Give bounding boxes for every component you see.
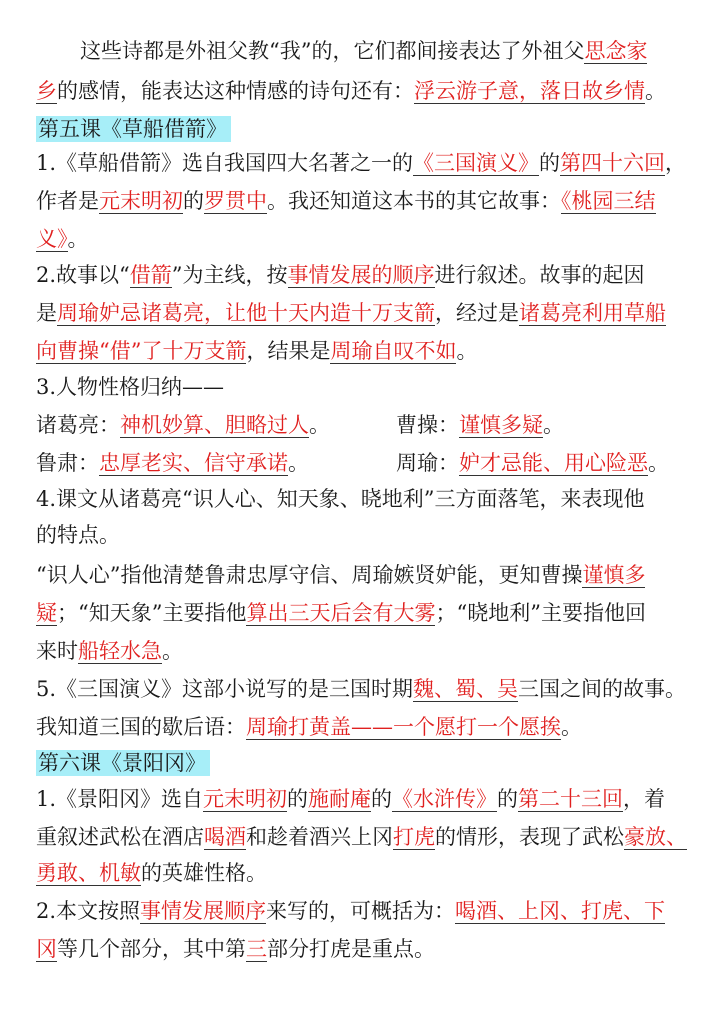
text: 2.故事以“	[36, 263, 130, 287]
text: 的	[183, 189, 204, 213]
answer: 《三国演义》	[413, 151, 540, 175]
text: 的情形，表现了武松	[435, 825, 624, 849]
answer: 诸葛亮利用草船	[519, 301, 666, 325]
answer: 船轻水急	[78, 639, 162, 663]
l5-q4-line-1	[36, 484, 645, 514]
lesson5-heading	[36, 114, 231, 144]
section-title: 第五课《草船借箭》	[36, 116, 231, 142]
answer: 周瑜打黄盖——一个愿打一个愿挨	[246, 715, 561, 739]
text: 等几个部分，其中第	[57, 937, 246, 961]
l6-q2-line-1	[36, 896, 665, 926]
text: 来写的，可概括为：	[266, 899, 456, 923]
l6-q1-line-2	[36, 822, 687, 852]
answer: 周瑜自叹不如	[330, 339, 457, 363]
answer: 施耐庵	[308, 787, 372, 811]
text: 5.《三国演义》这部小说写的是三国时期	[36, 677, 414, 701]
l5-q4-line-5	[36, 636, 183, 666]
l6-q1-line-3	[36, 858, 267, 888]
text: 和趁着酒兴上冈	[246, 825, 393, 849]
answer: 打虎	[393, 825, 435, 849]
text: 部分打虎是重点。	[267, 937, 435, 961]
text: 的	[371, 787, 393, 811]
l5-q2-line-3	[36, 336, 477, 366]
text: ，着	[623, 787, 666, 811]
text: ”为主线，按	[171, 263, 288, 287]
text: 来时	[36, 639, 78, 663]
text: 1.《景阳冈》选自	[36, 787, 204, 811]
label: 周瑜：	[396, 451, 459, 475]
text: 。	[162, 639, 183, 663]
answer: 谨慎多疑	[459, 413, 543, 437]
answer: 思念家	[584, 39, 648, 63]
text: ，经过是	[435, 301, 519, 325]
text: 。	[67, 227, 89, 251]
answer: 算出三天后会有大雾	[246, 601, 436, 625]
answer: 谨慎多	[582, 563, 646, 587]
lesson6-heading	[36, 748, 210, 778]
l5-q4-line-2	[36, 520, 120, 550]
answer: 神机妙算、胆略过人	[120, 413, 309, 437]
l5-q3-zgl	[36, 410, 330, 440]
text: 。	[543, 413, 564, 437]
text: 三国之间的故事。	[518, 677, 687, 701]
answer: 浮云游子意，落日故乡情	[414, 79, 645, 103]
l5-q1-line-3	[36, 224, 89, 254]
text: 。	[456, 339, 478, 363]
label: 鲁肃：	[36, 451, 99, 475]
text: 的感情，能表达这种情感的诗句还有：	[57, 79, 414, 103]
answer: 周瑜妒忌诸葛亮，让他十天内造十万支箭	[57, 301, 435, 325]
answer: 乡	[36, 79, 57, 103]
text: ；“知天象”主要指他	[57, 601, 247, 625]
text: 这些诗都是外祖父教“我”的，它们都间接表达了外祖父	[80, 39, 585, 63]
text: 。我还知道这本书的其它故事：	[267, 189, 561, 213]
text: 进行叙述。故事的起因	[434, 263, 645, 287]
section-title: 第六课《景阳冈》	[36, 750, 210, 776]
answer: 《桃园三结	[561, 189, 656, 213]
intro-line-2	[36, 76, 666, 106]
answer: 向曹操“借”了十万支箭	[36, 339, 247, 363]
l5-q5-line-2	[36, 712, 582, 742]
text: 的	[539, 151, 561, 175]
l5-q4-line-4	[36, 598, 646, 628]
l6-q1-line-1	[36, 784, 665, 814]
answer: 魏、蜀、吴	[413, 677, 519, 701]
text: 。	[645, 79, 666, 103]
answer: 第二十三回	[518, 787, 624, 811]
l6-q2-line-2	[36, 934, 435, 964]
answer: 义》	[36, 227, 68, 251]
text: 的	[497, 787, 519, 811]
l5-q3-zy	[396, 448, 669, 478]
text: 。	[309, 413, 330, 437]
text: 1.《草船借箭》选自我国四大名著之一的	[36, 151, 414, 175]
l5-q3-title	[36, 372, 224, 402]
text: 。	[561, 715, 582, 739]
text: ；“晓地利”主要指他回	[435, 601, 646, 625]
l5-q5-line-1	[36, 674, 686, 704]
answer: 喝酒	[204, 825, 246, 849]
text: 作者是	[36, 189, 99, 213]
l5-q4-line-3	[36, 560, 645, 590]
text: “识人心”指他清楚鲁肃忠厚守信、周瑜嫉贤妒能，更知曹操	[36, 563, 583, 587]
answer: 第四十六回	[560, 151, 666, 175]
text: 的特点。	[36, 523, 120, 547]
text: 的	[287, 787, 309, 811]
answer: 事情发展顺序	[140, 899, 267, 923]
intro-line-1	[80, 36, 647, 66]
answer: 妒才忌能、用心险恶	[459, 451, 648, 475]
text: 的英雄性格。	[141, 861, 267, 885]
text: 3.人物性格归纳——	[36, 375, 225, 399]
answer: 《水浒传》	[392, 787, 498, 811]
l5-q3-cc	[396, 410, 564, 440]
answer: 事情发展的顺序	[287, 263, 435, 287]
text: 是	[36, 301, 57, 325]
answer: 三	[246, 937, 267, 961]
text: 。	[288, 451, 309, 475]
text: ，	[665, 151, 687, 175]
answer: 冈	[36, 937, 57, 961]
answer: 喝酒、上冈、打虎、下	[455, 899, 666, 923]
text: 我知道三国的歇后语：	[36, 715, 246, 739]
l5-q2-line-1	[36, 260, 645, 290]
text: 2.本文按照	[36, 899, 141, 923]
text: ，结果是	[246, 339, 331, 363]
answer: 忠厚老实、信守承诺	[99, 451, 288, 475]
answer: 豪放、	[624, 825, 687, 849]
text: 4.课文从诸葛亮“识人心、知天象、晓地利”三方面落笔，来表现他	[36, 487, 645, 511]
label: 曹操：	[396, 413, 459, 437]
answer: 疑	[36, 601, 57, 625]
l5-q2-line-2	[36, 298, 666, 328]
answer: 元末明初	[203, 787, 288, 811]
l5-q3-ls	[36, 448, 309, 478]
answer: 元末明初	[99, 189, 183, 213]
label: 诸葛亮：	[36, 413, 120, 437]
text: 。	[648, 451, 669, 475]
answer: 勇敢、机敏	[36, 861, 141, 885]
l5-q1-line-2	[36, 186, 656, 216]
l5-q1-line-1	[36, 148, 686, 178]
answer: 借箭	[129, 263, 172, 287]
answer: 罗贯中	[204, 189, 267, 213]
text: 重叙述武松在酒店	[36, 825, 204, 849]
